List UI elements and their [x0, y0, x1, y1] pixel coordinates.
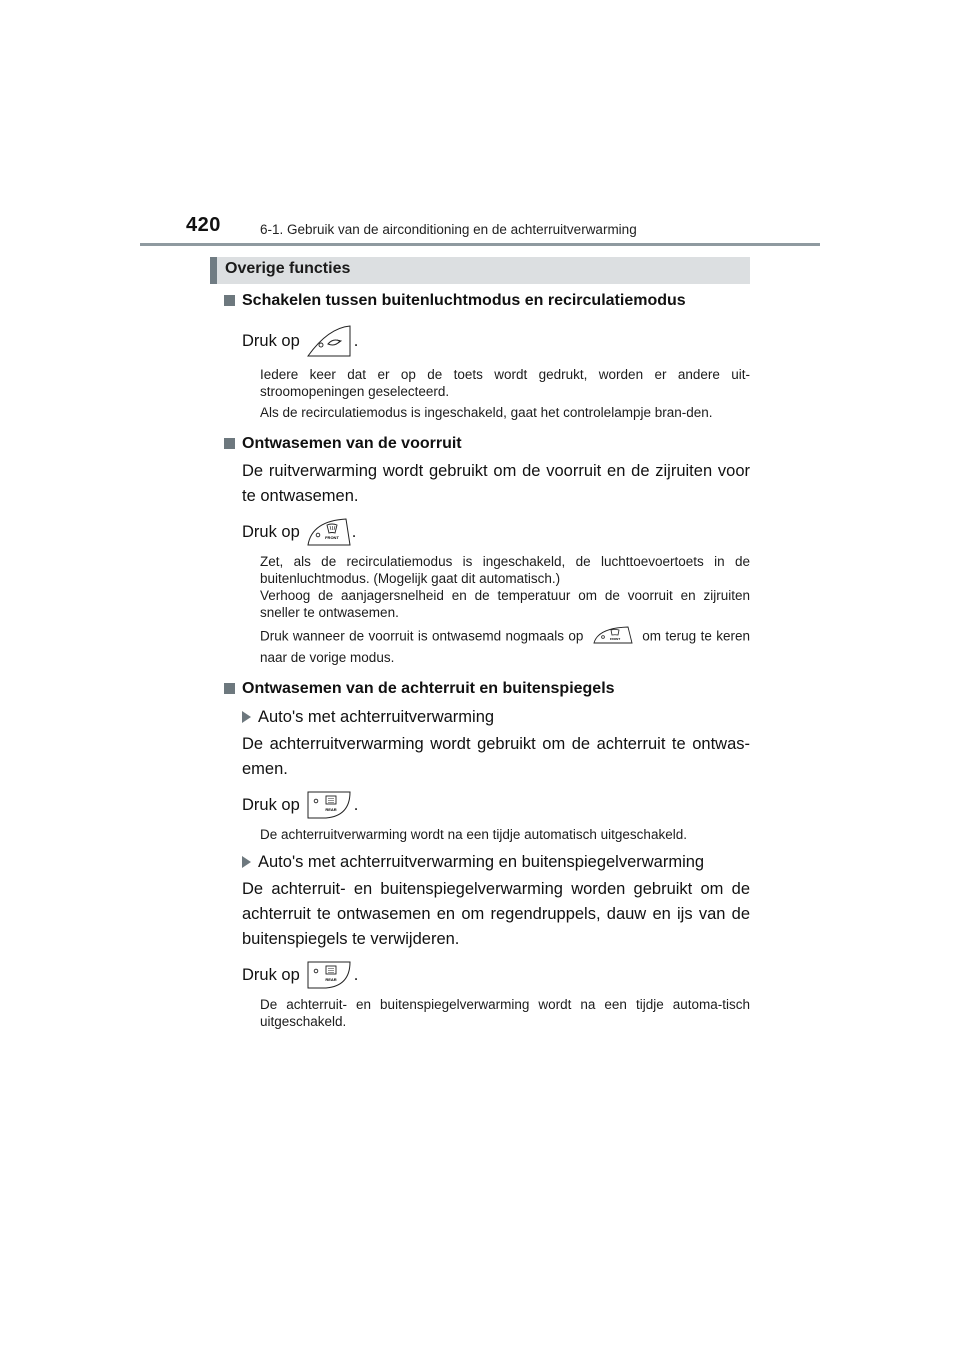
triangle-bullet-icon: [242, 711, 251, 723]
note-recirculation-2: Als de recirculatiemodus is ingeschakeld, gaat het controlelampje bran-den.: [260, 405, 713, 420]
rear-body-1: De achterruitverwarming wordt gebruikt om de achterruit te ontwas-emen.: [242, 735, 750, 778]
square-bullet-icon: [224, 683, 235, 694]
front-defroster-button-icon: [306, 517, 352, 547]
druk-op-rear-2: Druk op REAR .: [224, 960, 750, 990]
rear-defogger-button-icon: [306, 790, 354, 820]
triangle-bullet-icon: [242, 856, 251, 868]
note-front-3: Druk wanneer de voorruit is ontwasemd nogmaals op FRONT om terug te keren naar de vorige modus.: [224, 625, 750, 666]
druk-op-front: Druk op FRONT .: [224, 517, 750, 547]
note-recirculation-1: Iedere keer dat er op de toets wordt gedrukt, worden er andere uit-stroomopeningen geselecteerd.: [260, 367, 750, 399]
rear-defogger-button-icon: [306, 960, 354, 990]
rear-button-label: REAR: [325, 977, 337, 982]
heading-rear-defogger: Ontwasemen van de achterruit en buitenspiegels: [224, 678, 750, 700]
druk-op-recirculation: Druk op .: [224, 324, 750, 358]
square-bullet-icon: [224, 295, 235, 306]
recirculation-button-icon: [306, 324, 354, 358]
page-content: [224, 290, 750, 1030]
note-rear-1: De achterruitverwarming wordt na een tijdje automatisch uitgeschakeld.: [260, 827, 687, 842]
heading-front-defroster: Ontwasemen van de voorruit: [224, 433, 750, 455]
page-number: 420: [186, 214, 221, 236]
rear-button-label: REAR: [325, 807, 337, 812]
note-rear-2: De achterruit- en buitenspiegelverwarming wordt na een tijdje automa-tisch uitgeschakeld.: [260, 997, 750, 1029]
druk-op-rear-1: Druk op REAR .: [224, 790, 750, 820]
sub-rear-2: Auto's met achterruitverwarming en buitenspiegelverwarming: [224, 851, 750, 873]
front-body: De ruitverwarming wordt gebruikt om de voorruit en de zijruiten voor te ontwasemen.: [242, 462, 750, 505]
heading-recirculation: Schakelen tussen buitenluchtmodus en recirculatiemodus: [224, 290, 750, 312]
running-title: 6-1. Gebruik van de airconditioning en de achterruitverwarming: [260, 222, 637, 237]
rear-body-2: De achterruit- en buitenspiegelverwarming worden gebruikt om de achterruit te ontwasemen en om regendruppels, dauw en ijs van de buitenspiegels te verwijderen.: [242, 880, 750, 948]
front-button-label: FRONT: [324, 535, 339, 540]
header-rule: [140, 243, 820, 246]
sub-rear-1: Auto's met achterruitverwarming: [224, 706, 750, 728]
front-defroster-button-icon: [592, 625, 634, 649]
note-front-1: Zet, als de recirculatiemodus is ingeschakeld, de luchttoevoertoets in de buitenluchtmodus. (Mogelijk gaat dit automatisch.): [260, 554, 750, 586]
section-title-bar: [210, 257, 750, 284]
note-front-2: Verhoog de aanjagersnelheid en de temperatuur om de voorruit en zijruiten sneller te ontwasemen.: [260, 588, 750, 620]
square-bullet-icon: [224, 438, 235, 449]
front-button-label: FRONT: [609, 637, 621, 641]
section-title: Overige functies: [225, 260, 351, 277]
